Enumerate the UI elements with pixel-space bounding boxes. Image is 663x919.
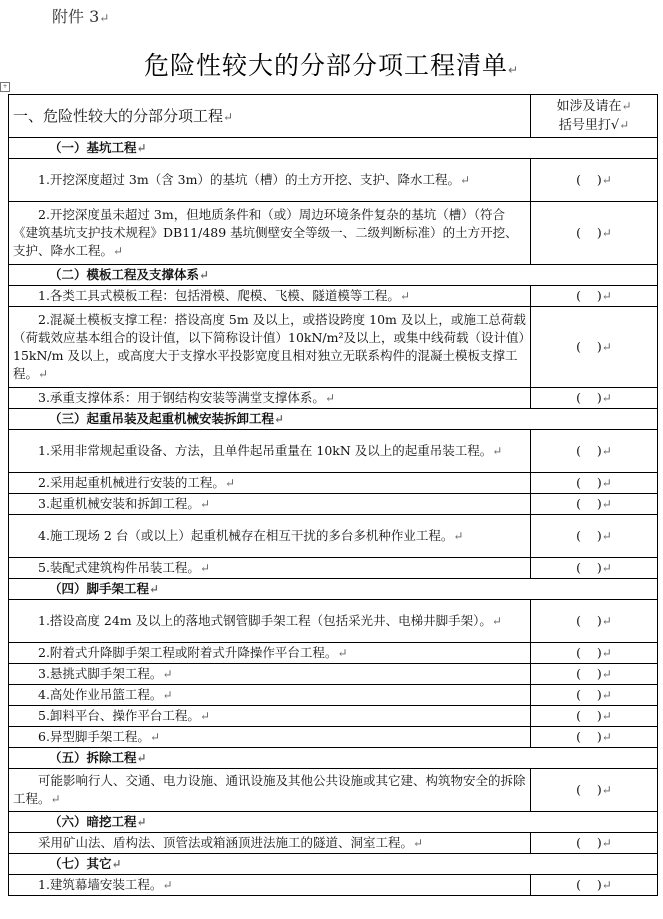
item-description: 1.采用非常规起重设备、方法，且单件起吊重量在 10kN 及以上的起重吊装工程。↵	[9, 430, 531, 473]
table-row	[9, 664, 658, 685]
header-check-instruction: 如涉及请在↵ 括号里打√↵	[531, 95, 658, 138]
item-description: 1.建筑幕墙安装工程。↵	[9, 875, 531, 896]
category-row	[9, 409, 658, 430]
table-row	[9, 494, 658, 515]
category-label: （六）暗挖工程↵	[9, 812, 658, 833]
table-row	[9, 727, 658, 748]
check-mark-field[interactable]: ( )↵	[531, 643, 658, 664]
item-description: 1.开挖深度超过 3m（含 3m）的基坑（槽）的土方开挖、支护、降水工程。↵	[9, 159, 531, 202]
category-row	[9, 748, 658, 769]
item-description: 2.附着式升降脚手架工程或附着式升降操作平台工程。↵	[9, 643, 531, 664]
category-label: （三）起重吊装及起重机械安装拆卸工程↵	[9, 409, 658, 430]
check-mark-field[interactable]: ( )↵	[531, 769, 658, 812]
header-category: 一、危险性较大的分部分项工程↵	[9, 95, 531, 138]
item-description: 5.装配式建筑构件吊装工程。↵	[9, 558, 531, 579]
check-mark-field[interactable]: ( )↵	[531, 600, 658, 643]
attachment-label: 附件 3↵	[52, 7, 110, 26]
item-description: 2.开挖深度虽未超过 3m，但地质条件和（或）周边环境条件复杂的基坑（槽）（符合《建筑基坑支护技术规程》DB11/489 基坑侧壁安全等级一、二级判断标准）的土方开挖、支护、降水工程。↵	[9, 202, 531, 265]
table-row	[9, 430, 658, 473]
check-mark-field[interactable]: ( )↵	[531, 706, 658, 727]
category-label: （五）拆除工程↵	[9, 748, 658, 769]
item-description: 5.卸料平台、操作平台工程。↵	[9, 706, 531, 727]
table-row	[9, 515, 658, 558]
table-move-handle-icon[interactable]: +	[0, 82, 10, 92]
table-row	[9, 875, 658, 896]
item-description: 2.采用起重机械进行安装的工程。↵	[9, 473, 531, 494]
check-mark-field[interactable]: ( )↵	[531, 727, 658, 748]
check-mark-field[interactable]: ( )↵	[531, 430, 658, 473]
category-label: （二）模板工程及支撑体系↵	[9, 265, 658, 286]
check-mark-field[interactable]: ( )↵	[531, 307, 658, 388]
table-row	[9, 286, 658, 307]
check-mark-field[interactable]: ( )↵	[531, 159, 658, 202]
table-row	[9, 643, 658, 664]
category-row	[9, 812, 658, 833]
table-row	[9, 159, 658, 202]
table-row	[9, 685, 658, 706]
category-label: （一）基坑工程↵	[9, 138, 658, 159]
check-mark-field[interactable]: ( )↵	[531, 494, 658, 515]
item-description: 6.异型脚手架工程。↵	[9, 727, 531, 748]
table-row	[9, 706, 658, 727]
item-description: 1.搭设高度 24m 及以上的落地式钢管脚手架工程（包括采光井、电梯井脚手架）。↵	[9, 600, 531, 643]
check-mark-field[interactable]: ( )↵	[531, 473, 658, 494]
item-description: 4.高处作业吊篮工程。↵	[9, 685, 531, 706]
page-title: 危险性较大的分部分项工程清单↵	[143, 51, 520, 80]
category-row	[9, 138, 658, 159]
check-mark-field[interactable]: ( )↵	[531, 286, 658, 307]
item-description: 采用矿山法、盾构法、顶管法或箱涵顶进法施工的隧道、洞室工程。↵	[9, 833, 531, 854]
table-row	[9, 558, 658, 579]
check-mark-field[interactable]: ( )↵	[531, 685, 658, 706]
check-mark-field[interactable]: ( )↵	[531, 202, 658, 265]
table-row	[9, 202, 658, 265]
item-description: 3.承重支撑体系：用于钢结构安装等满堂支撑体系。↵	[9, 388, 531, 409]
category-row	[9, 854, 658, 875]
check-mark-field[interactable]: ( )↵	[531, 558, 658, 579]
check-mark-field[interactable]: ( )↵	[531, 388, 658, 409]
table-row	[9, 473, 658, 494]
item-description: 可能影响行人、交通、电力设施、通讯设施及其他公共设施或其它建、构筑物安全的拆除工程。↵	[9, 769, 531, 812]
table-header-row	[9, 95, 658, 138]
check-mark-field[interactable]: ( )↵	[531, 875, 658, 896]
category-row	[9, 579, 658, 600]
table-row	[9, 600, 658, 643]
category-row	[9, 265, 658, 286]
category-label: （四）脚手架工程↵	[9, 579, 658, 600]
project-checklist-table	[8, 94, 658, 896]
check-mark-field[interactable]: ( )↵	[531, 515, 658, 558]
check-mark-field[interactable]: ( )↵	[531, 664, 658, 685]
category-label: （七）其它↵	[9, 854, 658, 875]
table-row	[9, 388, 658, 409]
check-mark-field[interactable]: ( )↵	[531, 833, 658, 854]
item-description: 2.混凝土模板支撑工程：搭设高度 5m 及以上，或搭设跨度 10m 及以上，或施工总荷载（荷载效应基本组合的设计值，以下简称设计值）10kN/m²及以上，或集中线荷载（设计值）15kN/m 及以上，或高度大于支撑水平投影宽度且相对独立无联系构件的混凝土模板支撑工程。↵	[9, 307, 531, 388]
table-row	[9, 307, 658, 388]
item-description: 3.起重机械安装和拆卸工程。↵	[9, 494, 531, 515]
item-description: 1.各类工具式模板工程：包括滑模、爬模、飞模、隧道模等工程。↵	[9, 286, 531, 307]
item-description: 4.施工现场 2 台（或以上）起重机械存在相互干扰的多台多机种作业工程。↵	[9, 515, 531, 558]
table-row	[9, 833, 658, 854]
table-row	[9, 769, 658, 812]
item-description: 3.悬挑式脚手架工程。↵	[9, 664, 531, 685]
